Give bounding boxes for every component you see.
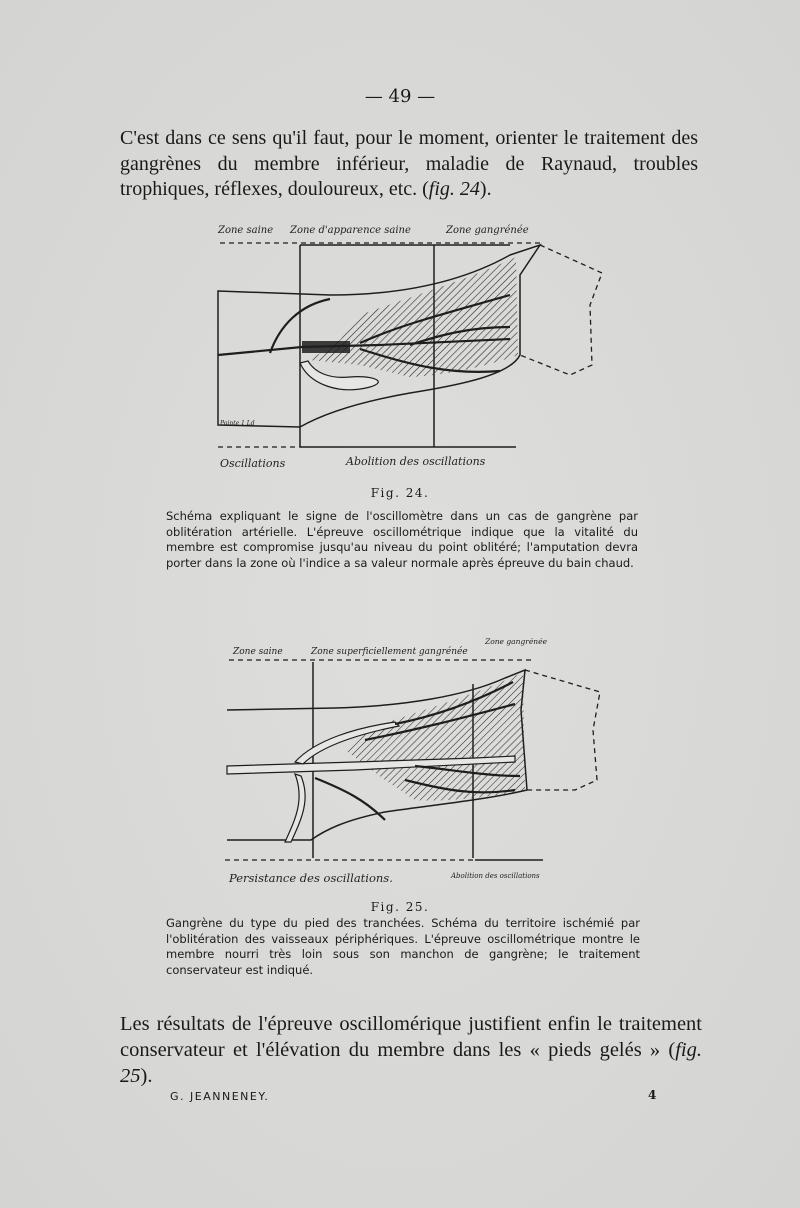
fig24-label: Fig. 24.	[370, 486, 430, 500]
figure-25-drawing	[215, 630, 615, 892]
fig25-label: Fig. 25.	[370, 900, 430, 914]
fig24-gangrene-hatch	[310, 257, 518, 377]
fig25-zone-gangrenee: Zone gangrénée	[485, 637, 548, 646]
figure-24-drawing	[210, 215, 610, 477]
fig24-abolition: Abolition des oscillations	[346, 455, 486, 468]
intro-paragraph	[120, 126, 698, 203]
fig24-zone-saine: Zone saine	[218, 225, 274, 236]
fig25-zone-superficiellement: Zone superficiellement gangrénée	[311, 647, 468, 657]
closing-text-end: ).	[140, 1065, 153, 1087]
fig25-abolition: Abolition des oscillations	[451, 872, 540, 880]
fig24-zone-gangrenee: Zone gangrénée	[446, 225, 529, 236]
fig25-gangrene-hatch	[345, 672, 525, 801]
fig25-zone-saine: Zone saine	[233, 647, 283, 657]
intro-text: C'est dans ce sens qu'il faut, pour le moment, orienter le traitement des gangrènes du membre inférieur, maladie de Raynaud, troubles trophiques, réflexes, douloureux, etc. (	[120, 127, 698, 200]
intro-fig-reference: fig. 24	[428, 178, 480, 200]
signature-number: 4	[648, 1088, 657, 1102]
fig25-vessel-lower	[285, 774, 305, 842]
intro-text-end: ).	[479, 178, 492, 200]
fig24-foot-dashed	[520, 245, 602, 375]
fig24-oscillations: Oscillations	[220, 457, 286, 470]
fig25-caption: Gangrène du type du pied des tranchées. Schéma du territoire ischémié par l'oblitération des vaisseaux périphériques. L'épreuve oscillométrique montre le membre nourri très loin sous son manchon de gangrène; le traitement conservateur est indiqué.	[166, 916, 640, 977]
fig24-small-label: Pointe 1 Ld	[220, 420, 255, 427]
closing-paragraph	[120, 1011, 702, 1089]
author-signature: G. JEANNENEY.	[170, 1090, 270, 1103]
fig24-zone-apparence-saine: Zone d'apparence saine	[290, 225, 411, 236]
closing-fig-reference: fig. 25	[120, 1039, 702, 1087]
closing-text: Les résultats de l'épreuve oscillomérique justifient enfin le traitement conservateur et l'élévation du membre dans les « pieds gelés » (	[120, 1013, 702, 1061]
fig25-foot-dashed	[525, 670, 600, 790]
page-number: — 49 —	[364, 86, 436, 107]
fig25-persistance: Persistance des oscillations.	[229, 871, 393, 885]
fig24-caption: Schéma expliquant le signe de l'oscillomètre dans un cas de gangrène par oblitération artérielle. L'épreuve oscillométrique indique que la vitalité du membre est compromise jusqu'au niveau du point oblitéré; l'amputation devra porter dans la zone où l'indice a sa valeur normale après épreuve du bain chaud.	[166, 509, 638, 570]
